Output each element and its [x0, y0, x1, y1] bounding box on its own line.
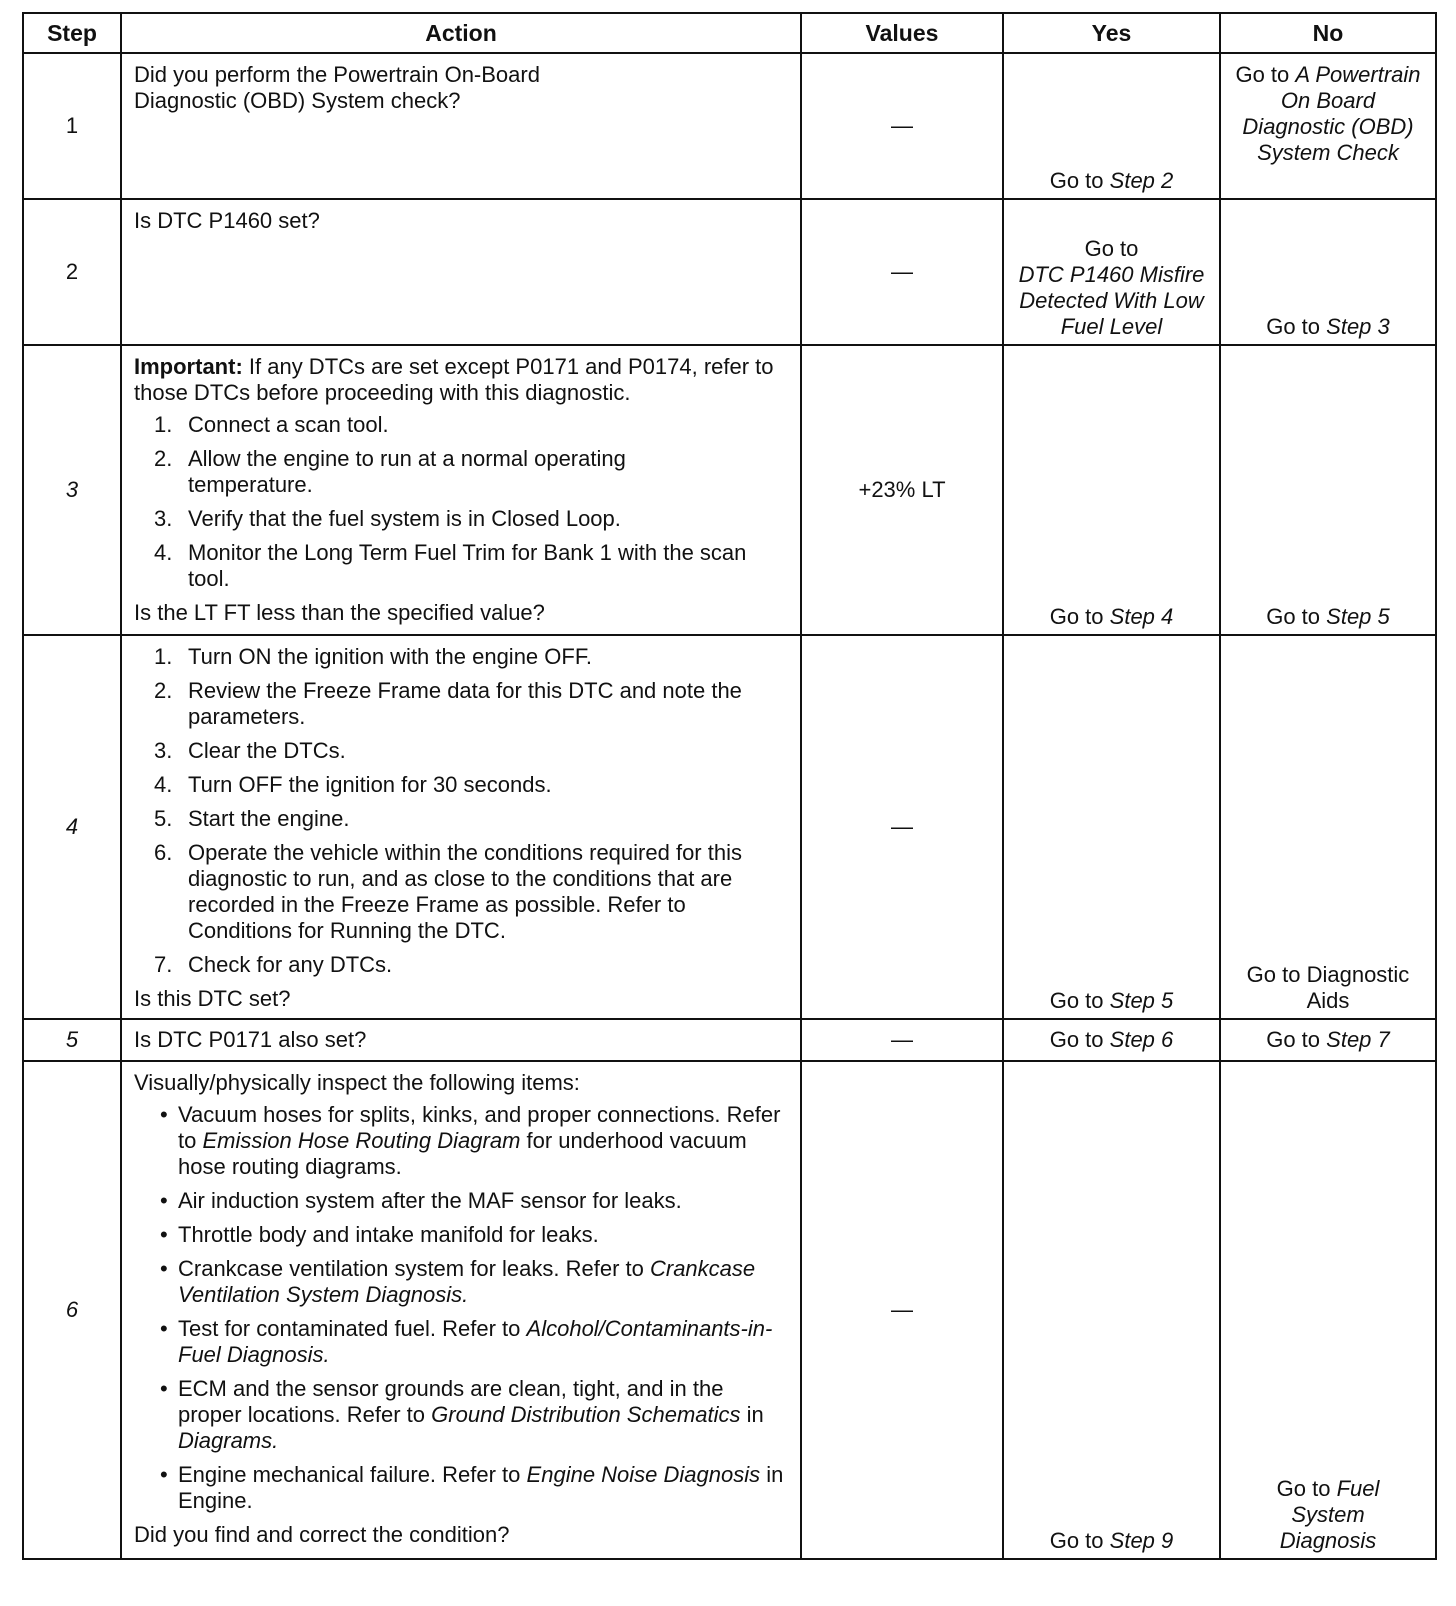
table-row — [23, 199, 1436, 345]
no-link[interactable]: Go to Diagnostic Aids — [1246, 962, 1410, 1013]
yes-prefix: Go to — [1049, 604, 1104, 629]
table-row — [23, 635, 1436, 1019]
yes-link[interactable]: DTC P1460 Misfire Detected With Low Fuel Level — [1018, 262, 1205, 339]
yes-prefix: Go to — [1049, 1027, 1104, 1052]
header-row — [23, 13, 1436, 53]
list-item: 2. Allow the engine to run at a normal operating temperature. — [154, 446, 626, 497]
no-prefix: Go to — [1266, 604, 1321, 629]
action-text: Is DTC P0171 also set? — [134, 1027, 367, 1052]
intro-text: Visually/physically inspect the following items: — [134, 1070, 580, 1095]
action-cell — [121, 53, 801, 199]
action-cell — [121, 199, 801, 345]
list-item: 6. Operate the vehicle within the conditions required for this diagnostic to run, and as close to the conditions that are recorded in the Freeze Frame as possible. Refer to Conditions for Running the DTC. — [154, 840, 742, 943]
action-text: Did you perform the Powertrain On-Board Diagnostic (OBD) System check? — [134, 62, 540, 113]
action-cell — [121, 635, 801, 1019]
yes-prefix: Go to — [1049, 988, 1104, 1013]
diagnostic-table — [22, 12, 1437, 1560]
no-link[interactable]: Step 5 — [1326, 604, 1390, 629]
list-item: • Air induction system after the MAF sensor for leaks. — [160, 1188, 682, 1213]
list-item: 2. Review the Freeze Frame data for this DTC and note the parameters. — [154, 678, 742, 729]
no-cell — [1220, 199, 1436, 345]
value-cell: — — [801, 53, 1003, 199]
value-cell: — — [801, 1019, 1003, 1061]
list-item: • Crankcase ventilation system for leaks. Refer to Crankcase Ventilation System Diagnosis. — [160, 1256, 756, 1307]
no-prefix: Go to — [1235, 62, 1290, 87]
yes-link[interactable]: Step 5 — [1109, 988, 1174, 1013]
procedure-list — [134, 412, 792, 592]
step-number: 4 — [23, 635, 121, 1019]
value-cell: — — [801, 199, 1003, 345]
list-item: 3. Clear the DTCs. — [154, 738, 346, 763]
yes-cell — [1003, 635, 1220, 1019]
no-prefix: Go to — [1266, 314, 1321, 339]
list-item: • Engine mechanical failure. Refer to Engine Noise Diagnosis in Engine. — [160, 1462, 784, 1513]
step-number: 5 — [23, 1019, 121, 1061]
yes-cell — [1003, 53, 1220, 199]
no-prefix: Go to — [1276, 1476, 1331, 1501]
list-item: 1. Turn ON the ignition with the engine OFF. — [154, 644, 592, 669]
reference-link[interactable]: Diagrams — [178, 1428, 273, 1453]
step-number: 2 — [23, 199, 121, 345]
important-text: If any DTCs are set except P0171 and P0174, refer to those DTCs before proceeding with this diagnostic. — [134, 354, 774, 405]
question-text: Is this DTC set? — [134, 986, 291, 1011]
yes-link[interactable]: Step 4 — [1109, 604, 1174, 629]
question-text: Is the LT FT less than the specified value? — [134, 600, 545, 625]
list-item: • Test for contaminated fuel. Refer to Alcohol/Contaminants-in-Fuel Diagnosis. — [160, 1316, 773, 1367]
reference-link[interactable]: Engine Noise Diagnosis — [526, 1462, 761, 1487]
no-cell — [1220, 1061, 1436, 1559]
list-item: • Vacuum hoses for splits, kinks, and proper connections. Refer to Emission Hose Routing Diagram for underhood vacuum hose routing diagrams. — [160, 1102, 781, 1179]
value-cell: +23% LT — [801, 345, 1003, 635]
no-cell — [1220, 1019, 1436, 1061]
yes-cell — [1003, 345, 1220, 635]
reference-link[interactable]: Emission Hose Routing Diagram — [202, 1128, 521, 1153]
inspection-list — [134, 1102, 792, 1514]
list-item: 4. Turn OFF the ignition for 30 seconds. — [154, 772, 552, 797]
step-number: 6 — [23, 1061, 121, 1559]
list-item: 7. Check for any DTCs. — [154, 952, 393, 977]
yes-prefix: Go to — [1084, 236, 1139, 261]
yes-prefix: Go to — [1049, 168, 1104, 193]
table-row — [23, 1061, 1436, 1559]
reference-link[interactable]: Crankcase Ventilation System Diagnosis — [178, 1256, 756, 1307]
action-text: Is DTC P1460 set? — [134, 208, 320, 233]
header-step: Step — [23, 13, 121, 53]
no-link[interactable]: Fuel System Diagnosis — [1279, 1476, 1380, 1553]
no-prefix: Go to — [1266, 1027, 1321, 1052]
yes-link[interactable]: Step 2 — [1109, 168, 1174, 193]
list-item: 4. Monitor the Long Term Fuel Trim for Bank 1 with the scan tool. — [154, 540, 747, 591]
action-cell — [121, 1061, 801, 1559]
table-row — [23, 1019, 1436, 1061]
important-note — [134, 354, 792, 406]
reference-link[interactable]: Ground Distribution Schematics — [431, 1402, 741, 1427]
no-link[interactable]: Step 7 — [1326, 1027, 1390, 1052]
value-cell: — — [801, 635, 1003, 1019]
no-link[interactable]: Step 3 — [1326, 314, 1390, 339]
yes-cell — [1003, 1019, 1220, 1061]
procedure-list — [134, 644, 792, 978]
question-text: Did you find and correct the condition? — [134, 1522, 510, 1547]
header-yes: Yes — [1003, 13, 1220, 53]
yes-link[interactable]: Step 9 — [1109, 1528, 1174, 1553]
action-cell — [121, 1019, 801, 1061]
table-row — [23, 53, 1436, 199]
yes-cell — [1003, 1061, 1220, 1559]
list-item: 1. Connect a scan tool. — [154, 412, 389, 437]
yes-link[interactable]: Step 6 — [1109, 1027, 1174, 1052]
step-number: 3 — [23, 345, 121, 635]
table-row — [23, 345, 1436, 635]
list-item: 5. Start the engine. — [154, 806, 350, 831]
yes-cell — [1003, 199, 1220, 345]
header-no: No — [1220, 13, 1436, 53]
list-item: • ECM and the sensor grounds are clean, tight, and in the proper locations. Refer to Ground Distribution Schematics in Diagrams. — [160, 1376, 764, 1453]
yes-prefix: Go to — [1049, 1528, 1104, 1553]
no-cell — [1220, 635, 1436, 1019]
no-cell — [1220, 53, 1436, 199]
no-link[interactable]: A Powertrain On Board Diagnostic (OBD) System Check — [1242, 62, 1421, 165]
step-number: 1 — [23, 53, 121, 199]
list-item: • Throttle body and intake manifold for leaks. — [160, 1222, 599, 1247]
no-cell — [1220, 345, 1436, 635]
list-item: 3. Verify that the fuel system is in Closed Loop. — [154, 506, 621, 531]
header-action: Action — [121, 13, 801, 53]
important-label: Important: — [134, 354, 243, 379]
value-cell: — — [801, 1061, 1003, 1559]
header-values: Values — [801, 13, 1003, 53]
action-cell — [121, 345, 801, 635]
reference-link[interactable]: Alcohol/Contaminants-in-Fuel Diagnosis — [178, 1316, 773, 1367]
